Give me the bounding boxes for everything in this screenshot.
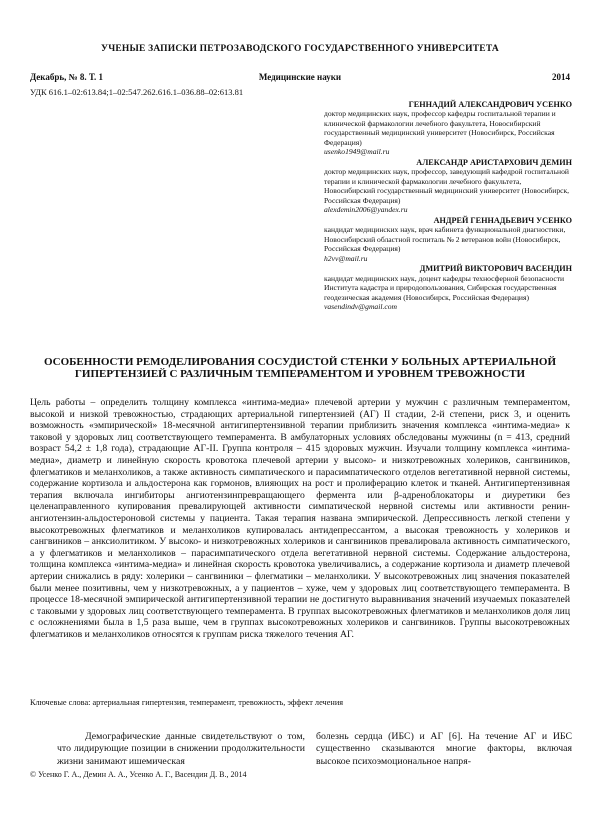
author-affiliation: доктор медицинских наук, профессор, заведующий кафедрой госпитальной терапии и клинической фармакологии лечебного факультета, Новосибирский государственный медицинский университет (Новосибирск, Российская Федерация) <box>324 167 570 205</box>
author-email[interactable]: usenko1949@mail.ru <box>324 147 390 157</box>
article-title: ОСОБЕННОСТИ РЕМОДЕЛИРОВАНИЯ СОСУДИСТОЙ СТЕНКИ У БОЛЬНЫХ АРТЕРИАЛЬНОЙ ГИПЕРТЕНЗИЕЙ С РАЗЛИЧНЫМ ТЕМПЕРАМЕНТОМ И УРОВНЕМ ТРЕВОЖНОСТИ <box>43 356 557 381</box>
keywords: Ключевые слова: артериальная гипертензия, темперамент, тревожность, эффект лечения <box>30 698 344 707</box>
author-affiliation: кандидат медицинских наук, доцент кафедры техносферной безопасности Института кадастра и природопользования, Сибирская государственная геодезическая академия (Новосибирск, Российская Федерация) <box>324 273 565 302</box>
author-email[interactable]: alexdemin2006@yandex.ru <box>324 204 408 214</box>
publication-year: 2014 <box>552 72 570 82</box>
author-entry <box>296 158 572 214</box>
abstract-text: Цель работы – определить толщину комплекса «интима-медиа» плечевой артерии у мужчин с различным темпераментом, высокой и низкой тревожностью, страдающих артериальной гипертензией (АГ) II стадии, 2-й степени, риск 3, и оценить возможность «эмпирической» 18-месячной антигипертензивной терапии приблизить значения комплекса «интима-медиа» к таковой у здоровых лиц соответствующего темперамента. В амбулаторных условиях обследованы мужчины (n = 413, средний возраст 54,2 ± 1,8 года), страдающие АГ-II. Группа контроля – 415 здоровых мужчин. Изучали толщину комплекса «интима-медиа», диаметр и линейную скорость кровотока плечевой артерии у высоко- и низкотревожных холериков, сангвиников, флегматиков и меланхоликов, а также активность симпатического и парасимпатического отделов вегетативной нервной системы, содержание кортизола и альдостерона как гормонов, влияющих на рост и пролиферацию клеток и тканей. Антигипертензивная терапия включала ингибиторы ангиотензинпревращающего фермента или β-адреноблокаторы и диуретики без целенаправленного купирования превалирующей активности симпатической нервной системы или активности ренин-ангиотензин-альдостероновой системы у пациента. Такая терапия названа эмпирической. Депрессивность легкой степени у высокотревожных флегматиков и меланхоликов купировалась антидепрессантом, а высокая тревожность у холериков и сангвиников – анксиолитиком. У высоко- и низкотревожных холериков и сангвиников превалировала активность симпатического, а у флегматиков и меланхоликов – парасимпатического отдела вегетативной нервной системы. Содержание альдостерона, толщина комплекса «интима-медиа» и линейная скорость кровотока увеличивались, а содержание кортизола и диаметр плечевой артерии снижались в ряду: холерики – сангвиники – флегматики – меланхолики. У высокотревожных лиц значения показателей были менее позитивны, чем у низкотревожных, а у пациентов – хуже, чем у здоровых лиц соответствующего темперамента. В процессе 18-месячной эмпирической антигипертензивной терапии не достигнуто выравнивания значений изучаемых показателей с таковыми у здоровых лиц соответствующего темперамента. В группах высокотревожных флегматиков и меланхоликов доля лиц с осложнениями была в 1,5 раза выше, чем в группах высокотревожных холериков и сангвиников. Группы высокотревожных флегматиков и меланхоликов относятся к группам риска тяжелого течения АГ. <box>30 397 570 640</box>
journal-title: УЧЕНЫЕ ЗАПИСКИ ПЕТРОЗАВОДСКОГО ГОСУДАРСТВЕННОГО УНИВЕРСИТЕТА <box>101 44 499 54</box>
author-email[interactable]: h2vv@mail.ru <box>324 253 368 263</box>
udc-code: УДК 616.1–02:613.84;1–02:547.262.616.1–036.88–02:613.81 <box>30 87 244 97</box>
issue-info: Декабрь, № 8. Т. 1 <box>30 72 104 82</box>
author-affiliation: доктор медицинских наук, профессор кафедры госпитальной терапии и клинической фармакологии лечебного факультета, Новосибирский государственный медицинский университет (Новосибирск, Российская Федерация) <box>324 109 556 147</box>
copyright-notice: © Усенко Г. А., Демин А. А., Усенко А. Г., Васендин Д. В., 2014 <box>30 770 247 779</box>
body-column-left: Демографические данные свидетельствуют о том, что лидирующие позиции в снижении продолжительности жизни занимают ишемическая <box>57 731 305 767</box>
author-name: АЛЕКСАНДР АРИСТАРХОВИЧ ДЕМИН <box>416 157 572 167</box>
author-entry <box>296 100 572 156</box>
authors-block <box>296 100 572 313</box>
author-name: ДМИТРИЙ ВИКТОРОВИЧ ВАСЕНДИН <box>419 264 572 274</box>
author-affiliation: кандидат медицинских наук, врач кабинета функциональной диагностики, Новосибирский областной госпиталь № 2 ветеранов войн (Новосибирск, Российская Федерация) <box>324 225 566 254</box>
author-email[interactable]: vasendindv@gmail.com <box>324 302 397 312</box>
author-entry <box>296 264 572 311</box>
author-entry <box>296 216 572 263</box>
section-name: Медицинские науки <box>258 72 342 82</box>
author-name: АНДРЕЙ ГЕННАДЬЕВИЧ УСЕНКО <box>433 215 572 225</box>
author-name: ГЕННАДИЙ АЛЕКСАНДРОВИЧ УСЕНКО <box>408 100 572 109</box>
body-column-right: болезнь сердца (ИБС) и АГ [6]. На течение АГ и ИБС существенно сказываются многие факторы, включая высокое психоэмоциональное напря- <box>316 731 572 767</box>
